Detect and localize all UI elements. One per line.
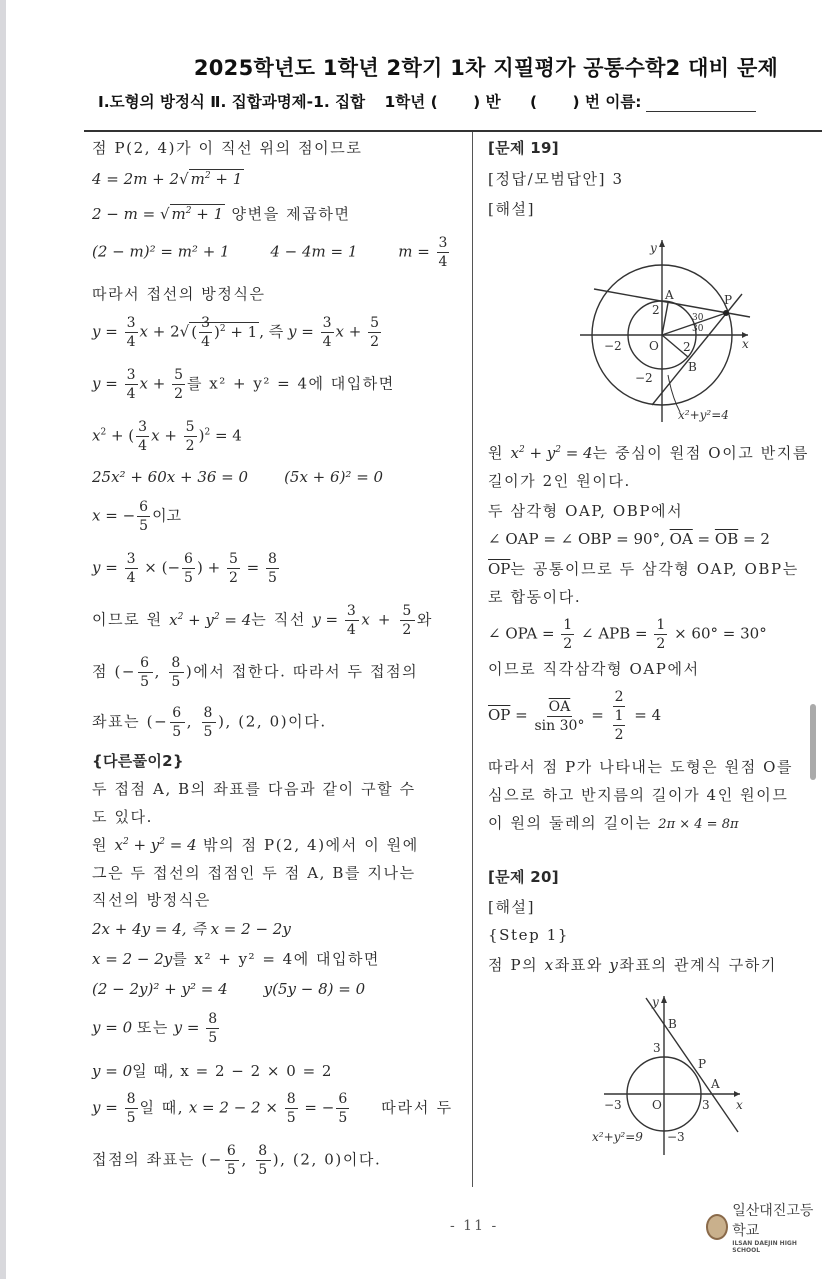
svg-text:30: 30 — [692, 313, 704, 323]
equation-line: (2 − 2y)² + y² = 4 y(5y − 8) = 0 — [92, 980, 366, 998]
svg-text:x²+y²=9: x²+y²=9 — [592, 1130, 643, 1144]
svg-text:x: x — [742, 337, 749, 351]
text-line: 그은 두 접선의 접점인 두 점 A, B를 지나는 — [92, 864, 416, 882]
svg-text:P: P — [724, 293, 733, 307]
header-rule — [84, 130, 822, 132]
equation-line: 4 = 2m + 2√ $m^2 + 1$ — [92, 170, 243, 188]
text-line: 이 원의 둘레의 길이는 2π × 4 = 8π — [488, 814, 739, 832]
school-name-en: ILSAN DAEJIN HIGH SCHOOL — [732, 1240, 797, 1254]
text-line: 접점의 좌표는 (− $\frac{6}{5}$ , $\frac{8}{5}$ ), (2, 0)이다. — [92, 1143, 382, 1178]
svg-text:y: y — [650, 241, 657, 255]
equation-line: $\overline{OP}$ = $\frac{\overline{OA}}{\sin 30^\circ}$ = $\frac{2}{\frac{1}{2}}$ = 4 — [488, 689, 662, 743]
text-line: $\overline{OP}$는 공통이므로 두 삼각형 OAP, OBP는 — [488, 560, 799, 578]
svg-text:y: y — [652, 995, 659, 1009]
left-edge-strip — [0, 0, 6, 1279]
equation-line: y = $\frac{3}{4}$ × (− $\frac{6}{5}$ ) + $\frac{5}{2}$ = $\frac{8}{5}$ — [92, 551, 277, 586]
explanation-label: [해설] — [488, 200, 536, 218]
text-line: 이므로 직각삼각형 OAP에서 — [488, 660, 700, 678]
question-19-heading: [문제 19] — [488, 139, 559, 157]
text-line: 로 합동이다. — [488, 588, 582, 606]
text-line: 두 삼각형 OAP, OBP에서 — [488, 502, 684, 520]
text-line: 따라서 점 P가 나타내는 도형은 원점 O를 — [488, 758, 794, 776]
page-title: 2025학년도 1학년 2학기 1차 지필평가 공통수학2 대비 문제 — [193, 56, 779, 80]
school-emblem-icon — [706, 1214, 728, 1240]
text-line: 원 $x^2 + y^2 = 4$는 중심이 원점 O이고 반지름 — [488, 444, 810, 462]
svg-text:30: 30 — [692, 324, 704, 334]
figure-19-circle-diagram — [580, 232, 780, 432]
number-open: ( — [530, 93, 538, 111]
scrollbar-thumb[interactable] — [810, 704, 816, 780]
equation-line: (2 − m)² = m² + 1 4 − 4m = 1 m = $\frac{3}{4}$ — [92, 235, 448, 270]
svg-text:A: A — [665, 288, 674, 302]
svg-text:3: 3 — [702, 1098, 710, 1112]
equation-line: y = 0 또는 y = $\frac{8}{5}$ — [92, 1011, 218, 1046]
text-line: 두 접점 A, B의 좌표를 다음과 같이 구할 수 — [92, 780, 416, 798]
svg-text:2: 2 — [683, 340, 691, 354]
svg-text:O: O — [652, 1098, 662, 1112]
svg-text:A: A — [711, 1077, 720, 1091]
svg-text:2: 2 — [652, 303, 660, 317]
question-20-heading: [문제 20] — [488, 868, 559, 886]
name-blank — [646, 97, 756, 112]
text-line: 점 (− $\frac{6}{5}$ , $\frac{8}{5}$ )에서 접한다. 따라서 두 접점의 — [92, 655, 419, 690]
text-line: 도 있다. — [92, 808, 154, 826]
text-line: 이므로 원 $x^2 + y^2 = 4$는 직선 y = $\frac{3}{4}$ x + $\frac{5}{2}$ 와 — [92, 603, 433, 638]
text-line: 따라서 접선의 방정식은 — [92, 285, 266, 303]
svg-text:−3: −3 — [604, 1098, 622, 1112]
grade-label: 1학년 ( — [384, 93, 438, 111]
svg-text:B: B — [668, 1017, 677, 1031]
equation-line: x = 2 − 2y를 x² + y² = 4에 대입하면 — [92, 950, 380, 968]
svg-text:−2: −2 — [604, 339, 622, 353]
svg-text:O: O — [649, 339, 659, 353]
equation-line: $x^2$ + ( $\frac{3}{4}$ x + $\frac{5}{2}$ )$^2$ = 4 — [92, 419, 242, 454]
svg-text:P: P — [698, 1057, 707, 1071]
text-line: 직선의 방정식은 — [92, 891, 211, 909]
text-line: 심으로 하고 반지름의 길이가 4인 원이므 — [488, 786, 789, 804]
text-line: 좌표는 (− $\frac{6}{5}$ , $\frac{8}{5}$ ), (2, 0)이다. — [92, 705, 327, 740]
answer-label: [정답/모범답안] 3 — [488, 170, 624, 188]
equation-line: ∠ OAP = ∠ OBP = 90°, $\overline{OA} = \overline{OB} = 2$ — [488, 530, 770, 548]
text-line: 길이가 2인 원이다. — [488, 472, 631, 490]
equation-line: 2 − m = √ $m^2 + 1$ 양변을 제곱하면 — [92, 205, 351, 223]
equation-line: y = $\frac{3}{4}$ x + 2√ ( $\frac{3}{4}$ )$^2$ + 1 , 즉 y = $\frac{3}{4}$ x + $\frac{5}{2}$ — [92, 315, 380, 350]
svg-text:x²+y²=4: x²+y²=4 — [678, 408, 729, 422]
svg-text:B: B — [688, 360, 697, 374]
step-description: 점 P의 x좌표와 y좌표의 관계식 구하기 — [488, 956, 777, 974]
exam-subheader — [98, 90, 770, 112]
alt-solution-heading: {다른풀이2} — [92, 752, 184, 770]
school-logo — [706, 1200, 822, 1254]
equation-line: x = − $\frac{6}{5}$ 이고 — [92, 499, 182, 534]
svg-text:−2: −2 — [635, 371, 653, 385]
number-label: ) 번 이름: — [572, 93, 642, 111]
step-label: {Step 1} — [488, 926, 569, 944]
equation-line: 2x + 4y = 4, 즉 x = 2 − 2y — [92, 920, 291, 938]
equation-line: y = $\frac{8}{5}$ 일 때, x = 2 − 2 × $\frac{8}{5}$ = − $\frac{6}{5}$ 따라서 두 — [92, 1091, 453, 1126]
text-line: 원 $x^2 + y^2 = 4$ 밖의 점 P(2, 4)에서 이 원에 — [92, 836, 419, 854]
svg-text:−3: −3 — [667, 1130, 685, 1144]
equation-line: ∠ OPA = $\frac{1}{2}$ ∠ APB = $\frac{1}{2}$ × 60° = 30° — [488, 617, 767, 652]
svg-text:x: x — [736, 1098, 743, 1112]
equation-line: 25x² + 60x + 36 = 0 (5x + 6)² = 0 — [92, 468, 384, 486]
class-label: ) 반 — [473, 93, 501, 111]
equation-line: y = 0일 때, x = 2 − 2 × 0 = 2 — [92, 1062, 333, 1080]
svg-text:3: 3 — [653, 1041, 661, 1055]
page-number: - 11 - — [450, 1218, 499, 1234]
scope-label: Ⅰ.도형의 방정식 Ⅱ. 집합과명제-1. 집합 — [98, 93, 366, 111]
explanation-label: [해설] — [488, 898, 536, 916]
figure-20-circle-diagram — [590, 990, 760, 1160]
text-line: 점 P(2, 4)가 이 직선 위의 점이므로 — [92, 139, 363, 157]
column-divider — [472, 132, 473, 1187]
school-name-ko: 일산대진고등학교 — [732, 1203, 814, 1239]
equation-line: y = $\frac{3}{4}$ x + $\frac{5}{2}$ 를 x² + y² = 4에 대입하면 — [92, 367, 395, 402]
